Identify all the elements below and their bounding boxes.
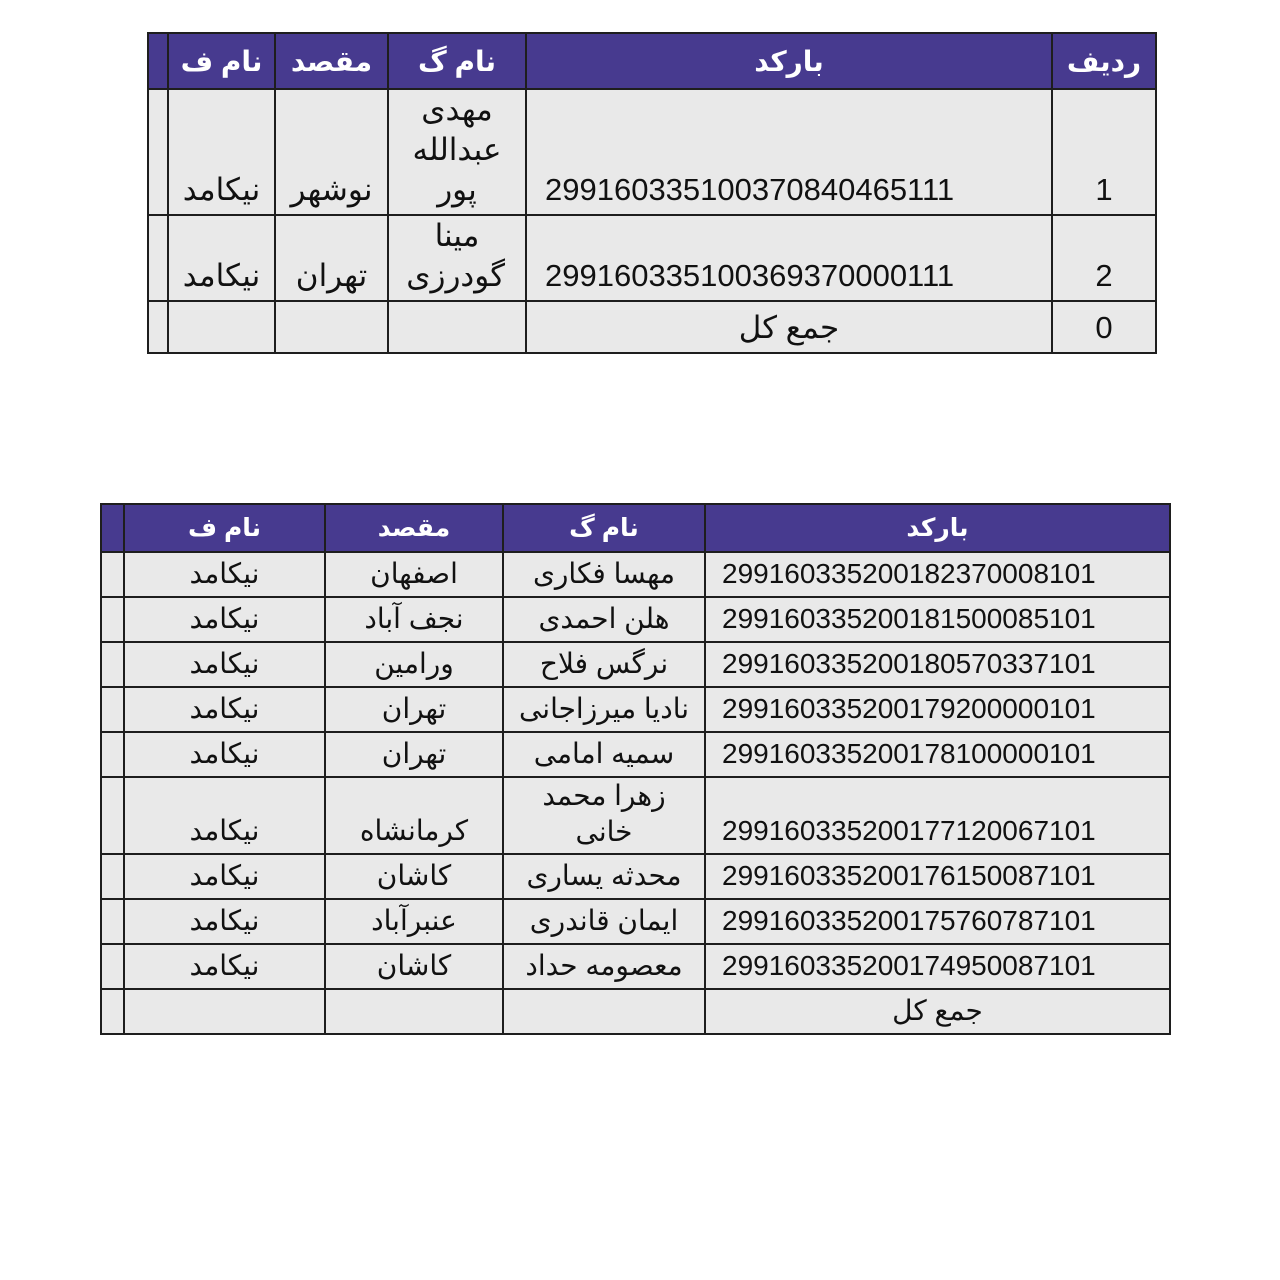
edge-cell (101, 989, 124, 1034)
destination-cell: نجف آباد (325, 597, 503, 642)
destination-cell: عنبرآباد (325, 899, 503, 944)
barcode-cell: 29916033510037084046511​1 (526, 89, 1052, 215)
barcode-cell: 29916033520018237000810​1 (705, 552, 1170, 597)
destination-cell: تهران (275, 215, 388, 301)
table-row (101, 597, 1170, 642)
destination-cell: اصفهان (325, 552, 503, 597)
edge-cell (101, 642, 124, 687)
header-radif: ردیف (1052, 33, 1156, 89)
name-f-cell: نیکامد (124, 642, 325, 687)
barcode-cell: 2991603351003693700001​11 (526, 215, 1052, 301)
name-f-cell: نیکامد (124, 777, 325, 854)
name-f-cell: نیکامد (124, 732, 325, 777)
table-row (101, 944, 1170, 989)
total-row (101, 989, 1170, 1034)
table-row (101, 552, 1170, 597)
header-name-f: نام ف (124, 504, 325, 552)
total-label: جمع کل (705, 989, 1170, 1034)
radif-cell: 1 (1052, 89, 1156, 215)
shipment-table-1 (147, 32, 1157, 354)
name-g-cell: ایمان قاندری (503, 899, 705, 944)
empty-cell (325, 989, 503, 1034)
edge-cell (148, 33, 168, 89)
name-g-cell: نرگس فلاح (503, 642, 705, 687)
name-g-cell: مینا گودرزی (388, 215, 526, 301)
name-g-cell: سمیه امامی (503, 732, 705, 777)
header-name-f: نام ف (168, 33, 275, 89)
name-g-cell: محدثه یساری (503, 854, 705, 899)
table-header-row (101, 504, 1170, 552)
destination-cell: نوشهر (275, 89, 388, 215)
name-f-cell: نیکامد (124, 597, 325, 642)
destination-cell: کرمانشاه (325, 777, 503, 854)
edge-cell (101, 687, 124, 732)
empty-cell (124, 989, 325, 1034)
barcode-cell: 29916033520017920000010​1 (705, 687, 1170, 732)
edge-cell (101, 899, 124, 944)
table-row (101, 899, 1170, 944)
header-barcode: بارکد (526, 33, 1052, 89)
table-row (101, 854, 1170, 899)
table-row (148, 89, 1156, 215)
name-g-cell: زهرا محمد خانی (503, 777, 705, 854)
destination-cell: کاشان (325, 944, 503, 989)
edge-cell (148, 215, 168, 301)
shipment-table-2 (100, 503, 1171, 1035)
header-barcode: بارکد (705, 504, 1170, 552)
name-f-cell: نیکامد (168, 89, 275, 215)
name-f-cell: نیکامد (124, 687, 325, 732)
barcode-cell: 2991603352001815000851​01 (705, 597, 1170, 642)
edge-cell (101, 597, 124, 642)
name-g-cell: معصومه حداد (503, 944, 705, 989)
name-g-cell: هلن احمدی (503, 597, 705, 642)
header-name-g: نام گ (388, 33, 526, 89)
edge-cell (101, 504, 124, 552)
table-row (101, 732, 1170, 777)
table-row (101, 777, 1170, 854)
table-row (148, 215, 1156, 301)
empty-cell (503, 989, 705, 1034)
destination-cell: ورامین (325, 642, 503, 687)
barcode-cell: 29916033520018057033710​1 (705, 642, 1170, 687)
barcode-cell: 29916033520017712006710​1 (705, 777, 1170, 854)
name-f-cell: نیکامد (124, 944, 325, 989)
barcode-cell: 29916033520017810000010​1 (705, 732, 1170, 777)
header-destination: مقصد (325, 504, 503, 552)
header-name-g: نام گ (503, 504, 705, 552)
destination-cell: تهران (325, 687, 503, 732)
total-label: جمع کل (526, 301, 1052, 353)
name-g-cell: نادیا میرزاجانی (503, 687, 705, 732)
destination-cell: کاشان (325, 854, 503, 899)
name-f-cell: نیکامد (124, 854, 325, 899)
destination-cell: تهران (325, 732, 503, 777)
table-header-row (148, 33, 1156, 89)
edge-cell (101, 944, 124, 989)
name-f-cell: نیکامد (168, 215, 275, 301)
edge-cell (101, 777, 124, 854)
empty-cell (388, 301, 526, 353)
empty-cell (275, 301, 388, 353)
name-g-cell: مهدی عبدالله پور (388, 89, 526, 215)
edge-cell (101, 552, 124, 597)
empty-cell (168, 301, 275, 353)
edge-cell (148, 301, 168, 353)
edge-cell (101, 732, 124, 777)
edge-cell (101, 854, 124, 899)
barcode-cell: 29916033520017615008710​1 (705, 854, 1170, 899)
barcode-cell: 29916033520017576078710​1 (705, 899, 1170, 944)
name-f-cell: نیکامد (124, 552, 325, 597)
total-radif: 0 (1052, 301, 1156, 353)
edge-cell (148, 89, 168, 215)
name-f-cell: نیکامد (124, 899, 325, 944)
barcode-cell: 29916033520017495008710​1 (705, 944, 1170, 989)
table-row (101, 687, 1170, 732)
total-row (148, 301, 1156, 353)
header-destination: مقصد (275, 33, 388, 89)
radif-cell: 2 (1052, 215, 1156, 301)
table-row (101, 642, 1170, 687)
name-g-cell: مهسا فکاری (503, 552, 705, 597)
